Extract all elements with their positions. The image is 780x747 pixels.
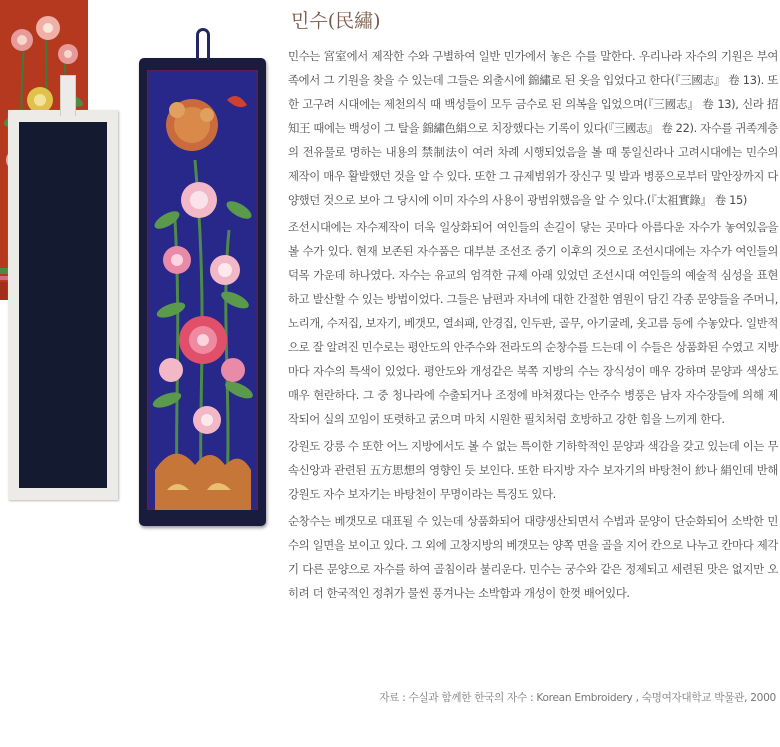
article-column [284,0,780,747]
peony-embroidery-image [147,70,258,510]
large-embroidery-frame [139,58,266,526]
article-body [288,44,778,608]
article-title: 민수(民繡) [291,10,381,32]
small-embroidery-frame [8,110,118,500]
large-frame-hanger [196,28,210,60]
source-citation: 자료 : 수실과 함께한 한국의 자수 : Korean Embroidery , 숙명여자대학교 박물관, 2000 [379,692,776,704]
paragraph-3: 강원도 강릉 수 또한 어느 지방에서도 볼 수 없는 특이한 기하학적인 문양과 색감을 갖고 있는데 이는 무속신앙과 관련된 五方思想의 영향인 듯 보인다. 또한 타지방 자수 보자기의 바탕천이 紗나 絹인데 반해 강원도 자수 보자기는 바탕천이 무명이라는 특징도 있다. [288,439,778,501]
paragraph-4: 순창수는 베갯모로 대표될 수 있는데 상품화되어 대량생산되면서 수법과 문양이 단순화되어 소박한 민수의 일면을 보이고 있다. 그 외에 고창지방의 베갯모는 양쪽 면을 골을 지어 칸으로 나누고 칸마다 제각기 다른 문양으로 자수를 하여 골침이라 불리운다. 민수는 궁수와 같은 정제되고 세련된 맛은 없지만 오히려 더 한국적인 정취가 물씬 풍겨나는 소박함과 개성이 한껏 배어있다. [288,514,778,600]
small-frame-hanger [60,75,76,116]
paragraph-1: 민수는 宮室에서 제작한 수와 구별하여 일반 민가에서 놓은 수를 말한다. 우리나라 자수의 기원은 부여족에서 그 기원을 찾을 수 있는데 그들은 외출시에 錦繡로 된 옷을 입었다고 한다(『三國志』 卷 13). 또한 고구려 시대에는 제천의식 때 백성들이 모두 금수로 된 의복을 입었으며(『三國志』 卷 13), 신라 招知王 때에는 백성이 그 탈을 錦繡色絹으로 치장했다는 기록이 있다(『三國志』 卷 22). 자수를 귀족계층의 전유물로 명하는 내용의 禁制法이 여러 차례 시행되었음을 볼 때 통일신라나 고려시대에는 민수의 제작이 매우 활발했던 것을 알 수 있다. 또한 그 규제범위가 장신구 및 발과 병풍으로부터 말안장까지 다양했던 것으로 보아 그 당시에 이미 자수의 사용이 광범위했음을 알 수 있다.(『太祖實錄』 卷 15) [288,49,778,207]
embroidery-photo-panel [0,0,280,747]
paragraph-2: 조선시대에는 자수제작이 더욱 일상화되어 여인들의 손길이 닿는 곳마다 아름다운 자수가 놓여있음을 볼 수가 있다. 현재 보존된 자수품은 대부분 조선조 중기 이후의 것으로 조선시대에는 자수가 여인들의 덕목 가운데 하나였다. 자수는 유교의 엄격한 규제 아래 있었던 조선시대 여인들의 예술적 심성을 표현하고 발산할 수 있는 방법이었다. 그들은 남편과 자녀에 대한 간절한 염원이 담긴 각종 문양들을 주머니, 노리개, 수저집, 보자기, 베갯모, 열쇠패, 안경집, 인두판, 골무, 아기굴레, 옷고름 등에 수놓았다. 일반적으로 잘 알려진 민수로는 평안도의 안주수와 전라도의 순창수를 드는데 이 수들은 상품화된 수였고 지방마다 자수의 특색이 있었다. 평안도와 개성같은 북쪽 지방의 수는 장식성이 매우 강하며 문양과 색상도 매우 현란하다. 그 중 청나라에 수출되거나 조정에 바쳐졌다는 안주수 병풍은 남자 자수장들에 의해 제작되어 실의 꼬임이 또렷하고 굵으며 마치 시원한 필치처럼 호방하고 강한 힘을 느끼게 한다. [288,220,778,426]
small-frame-backing [19,122,107,488]
